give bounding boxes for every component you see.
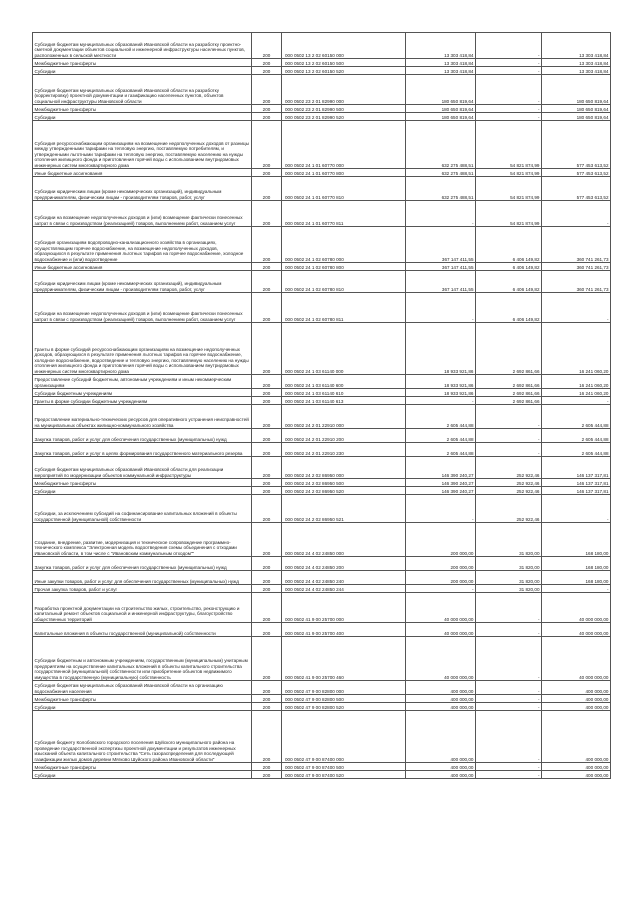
unexecuted-amount: 16 241 060,20	[542, 389, 611, 397]
unexecuted-amount: -	[542, 397, 611, 405]
line-code: 200	[252, 59, 282, 67]
table-row	[33, 623, 611, 637]
line-item-name: Субсидии, за исключением субсидий на софинансирование капитальных вложений в объекты государственной (муниципальной) собственности	[33, 495, 252, 523]
line-code: 200	[252, 405, 282, 429]
approved-amount: 367 147 411,55	[406, 263, 476, 271]
table-row	[33, 105, 611, 113]
line-code: 200	[252, 681, 282, 695]
line-item-name: Субсидия организациям водопроводно-канализационного хозяйства в организациях, осуществляющим горячее водоснабжение, на возмещение недополученных доходов, образующихся в результате применения льготных тарифов на горячее водоснабжение, холодное водоснабжение и (или) водоотведение	[33, 227, 252, 263]
approved-amount: 18 933 921,86	[406, 375, 476, 389]
budget-classification-code: 000 0502 23 2 01 82990 520	[282, 113, 406, 121]
budget-classification-code: 000 0502 24 1 02 60780 000	[282, 227, 406, 263]
unexecuted-amount: 2 605 444,88	[542, 443, 611, 457]
table-row	[33, 443, 611, 457]
budget-classification-code: 000 0502 41 9 00 25700 400	[282, 623, 406, 637]
line-item-name: Иные бюджетные ассигнования	[33, 169, 252, 177]
line-code: 200	[252, 227, 282, 263]
budget-classification-code: 000 0502 24 4 02 24850 244	[282, 585, 406, 593]
approved-amount: 180 650 819,64	[406, 113, 476, 121]
executed-amount: -	[476, 695, 542, 703]
approved-amount: 400 000,00	[406, 681, 476, 695]
executed-amount: -	[476, 763, 542, 771]
budget-classification-code: 000 0502 24 1 03 61140 610	[282, 389, 406, 397]
unexecuted-amount: -	[542, 585, 611, 593]
table-row	[33, 121, 611, 169]
line-item-name: Предоставление субсидий бюджетным, автономным учреждениям и иным некоммерческим организациям	[33, 375, 252, 389]
unexecuted-amount: 16 241 060,20	[542, 375, 611, 389]
approved-amount: -	[406, 495, 476, 523]
unexecuted-amount: 400 000,00	[542, 695, 611, 703]
line-code: 200	[252, 389, 282, 397]
unexecuted-amount: 180 650 819,64	[542, 105, 611, 113]
budget-classification-code: 000 0502 24 4 02 24850 200	[282, 557, 406, 571]
line-code: 200	[252, 75, 282, 105]
budget-classification-code: 000 0502 24 1 02 60780 811	[282, 293, 406, 323]
budget-classification-code: 000 0502 24 2 02 86950 521	[282, 495, 406, 523]
executed-amount: 2 692 861,66	[476, 397, 542, 405]
line-code: 200	[252, 487, 282, 495]
approved-amount: 146 390 240,27	[406, 479, 476, 487]
executed-amount: -	[476, 429, 542, 443]
budget-classification-code: 000 0502 24 1 01 60770 800	[282, 169, 406, 177]
unexecuted-amount: -	[542, 293, 611, 323]
table-row	[33, 703, 611, 711]
table-row	[33, 681, 611, 695]
table-row	[33, 33, 611, 59]
budget-classification-code: 000 0502 47 9 00 82800 000	[282, 681, 406, 695]
unexecuted-amount: 146 137 317,81	[542, 487, 611, 495]
line-code: 200	[252, 523, 282, 557]
unexecuted-amount: 168 180,00	[542, 557, 611, 571]
table-row	[33, 293, 611, 323]
unexecuted-amount: 16 241 060,20	[542, 323, 611, 375]
table-row	[33, 585, 611, 593]
approved-amount: -	[406, 397, 476, 405]
line-item-name: Межбюджетные трансферты	[33, 763, 252, 771]
line-code: 200	[252, 703, 282, 711]
executed-amount: 54 821 874,99	[476, 201, 542, 227]
approved-amount: 18 933 921,86	[406, 389, 476, 397]
budget-classification-code: 000 0502 24 1 01 60770 000	[282, 121, 406, 169]
line-code: 200	[252, 771, 282, 779]
budget-classification-code: 000 0502 24 2 02 86950 500	[282, 479, 406, 487]
table-row	[33, 227, 611, 263]
approved-amount: 400 000,00	[406, 763, 476, 771]
budget-classification-code: 000 0502 47 9 00 87400 000	[282, 711, 406, 763]
unexecuted-amount: 168 180,00	[542, 571, 611, 585]
table-row	[33, 695, 611, 703]
executed-amount: -	[476, 75, 542, 105]
line-item-name: Субсидии юридическим лицам (кроме некоммерческих организаций), индивидуальным предпринимателям, физическим лицам - производителям товаров, работ, услуг	[33, 271, 252, 293]
line-item-name: Межбюджетные трансферты	[33, 105, 252, 113]
approved-amount: 200 000,00	[406, 571, 476, 585]
budget-classification-code: 000 0502 41 9 00 25700 460	[282, 637, 406, 681]
executed-amount: 2 692 861,66	[476, 389, 542, 397]
approved-amount: 2 605 444,88	[406, 429, 476, 443]
line-item-name: Субсидии на возмещение недополученных доходов и (или) возмещение фактически понесенных затрат в связи с производством (реализацией) товаров, выполнением работ, оказанием услуг	[33, 201, 252, 227]
approved-amount: 40 000 000,00	[406, 623, 476, 637]
line-code: 200	[252, 397, 282, 405]
table-row	[33, 457, 611, 479]
table-row	[33, 271, 611, 293]
unexecuted-amount: -	[542, 495, 611, 523]
unexecuted-amount: 180 650 819,64	[542, 75, 611, 105]
line-item-name: Субсидии	[33, 113, 252, 121]
unexecuted-amount: 13 303 418,84	[542, 59, 611, 67]
budget-classification-code: 000 0502 24 1 01 60770 811	[282, 201, 406, 227]
line-code: 200	[252, 201, 282, 227]
approved-amount: 40 000 000,00	[406, 637, 476, 681]
executed-amount: 54 821 874,99	[476, 169, 542, 177]
table-row	[33, 263, 611, 271]
line-code: 200	[252, 429, 282, 443]
line-code: 200	[252, 711, 282, 763]
table-row	[33, 201, 611, 227]
table-row	[33, 479, 611, 487]
unexecuted-amount: 360 741 261,73	[542, 227, 611, 263]
table-row	[33, 763, 611, 771]
executed-amount: -	[476, 771, 542, 779]
line-item-name: Субсидии	[33, 67, 252, 75]
approved-amount: 367 147 411,55	[406, 227, 476, 263]
approved-amount: 13 303 418,84	[406, 59, 476, 67]
budget-classification-code: 000 0502 24 2 02 86950 000	[282, 457, 406, 479]
table-body	[33, 33, 611, 779]
line-code: 200	[252, 763, 282, 771]
line-item-name: Межбюджетные трансферты	[33, 479, 252, 487]
approved-amount: 400 000,00	[406, 703, 476, 711]
line-item-name: Субсидии на возмещение недополученных доходов и (или) возмещение фактически понесенных затрат в связи с производством (реализацией) товаров, выполнением работ, оказанием услуг	[33, 293, 252, 323]
budget-classification-code: 000 0502 13 2 02 60150 520	[282, 67, 406, 75]
executed-amount: -	[476, 637, 542, 681]
unexecuted-amount: 146 137 317,81	[542, 457, 611, 479]
budget-classification-code: 000 0502 24 2 02 86950 520	[282, 487, 406, 495]
budget-classification-code: 000 0502 24 1 02 60780 810	[282, 271, 406, 293]
table-row	[33, 59, 611, 67]
budget-classification-code: 000 0502 24 1 03 61140 613	[282, 397, 406, 405]
line-code: 200	[252, 263, 282, 271]
budget-classification-code: 000 0502 24 2 01 22910 230	[282, 443, 406, 457]
unexecuted-amount: 577 453 613,52	[542, 169, 611, 177]
approved-amount: 400 000,00	[406, 711, 476, 763]
executed-amount: 54 821 874,99	[476, 121, 542, 169]
approved-amount: 632 275 488,51	[406, 121, 476, 169]
budget-classification-code: 000 0502 23 2 01 82990 000	[282, 75, 406, 105]
line-code: 200	[252, 695, 282, 703]
table-row	[33, 557, 611, 571]
executed-amount: 6 406 149,82	[476, 271, 542, 293]
line-code: 200	[252, 177, 282, 201]
executed-amount: 6 406 149,82	[476, 227, 542, 263]
executed-amount: -	[476, 405, 542, 429]
approved-amount: 400 000,00	[406, 771, 476, 779]
approved-amount: 40 000 000,00	[406, 593, 476, 623]
line-code: 200	[252, 623, 282, 637]
unexecuted-amount: 577 453 613,52	[542, 121, 611, 169]
line-item-name: Капитальные вложения в объекты государственной (муниципальной) собственности	[33, 623, 252, 637]
line-code: 200	[252, 571, 282, 585]
unexecuted-amount: 2 605 444,88	[542, 405, 611, 429]
budget-classification-code: 000 0502 41 9 00 25700 000	[282, 593, 406, 623]
budget-classification-code: 000 0502 13 2 02 60150 500	[282, 59, 406, 67]
unexecuted-amount: -	[542, 201, 611, 227]
line-item-name: Гранты в форме субсидии бюджетным учреждениям	[33, 397, 252, 405]
line-item-name: Прочая закупка товаров, работ и услуг	[33, 585, 252, 593]
line-item-name: Иные бюджетные ассигнования	[33, 263, 252, 271]
line-item-name: Закупка товаров, работ и услуг в целях формирования государственного материального резерва	[33, 443, 252, 457]
budget-report-sheet	[32, 32, 610, 779]
approved-amount: 146 390 240,27	[406, 487, 476, 495]
executed-amount: 252 922,46	[476, 457, 542, 479]
budget-classification-code: 000 0502 24 2 01 22910 000	[282, 405, 406, 429]
unexecuted-amount: 13 303 418,84	[542, 33, 611, 59]
table-row	[33, 523, 611, 557]
budget-classification-code: 000 0502 24 4 02 24850 240	[282, 571, 406, 585]
unexecuted-amount: 40 000 000,00	[542, 623, 611, 637]
table-row	[33, 593, 611, 623]
approved-amount: 400 000,00	[406, 695, 476, 703]
executed-amount: 31 820,00	[476, 571, 542, 585]
line-code: 200	[252, 375, 282, 389]
budget-classification-code: 000 0502 13 2 02 60150 000	[282, 33, 406, 59]
approved-amount: 18 933 921,86	[406, 323, 476, 375]
unexecuted-amount: 400 000,00	[542, 771, 611, 779]
line-code: 200	[252, 105, 282, 113]
table-row	[33, 637, 611, 681]
budget-classification-code: 000 0502 47 9 00 82800 520	[282, 703, 406, 711]
executed-amount: -	[476, 681, 542, 695]
approved-amount: 2 605 444,88	[406, 443, 476, 457]
executed-amount: -	[476, 711, 542, 763]
approved-amount: 13 303 418,84	[406, 33, 476, 59]
budget-execution-table	[32, 32, 611, 779]
line-code: 200	[252, 169, 282, 177]
unexecuted-amount: 400 000,00	[542, 763, 611, 771]
line-code: 200	[252, 271, 282, 293]
line-item-name: Разработка проектной документации на строительство жилых, строительство, реконструкцию и капитальный ремонт объектов социальной и инженерной инфраструктуры, благоустройство общественных территорий	[33, 593, 252, 623]
budget-classification-code: 000 0502 24 4 02 24850 000	[282, 523, 406, 557]
line-code: 200	[252, 33, 282, 59]
line-code: 200	[252, 67, 282, 75]
executed-amount: -	[476, 113, 542, 121]
line-item-name: Субсидии юридическим лицам (кроме некоммерческих организаций), индивидуальным предпринимателям, физическим лицам - производителям товаров, работ, услуг	[33, 177, 252, 201]
line-item-name: Межбюджетные трансферты	[33, 59, 252, 67]
line-item-name: Предоставление материально-технических ресурсов для оперативного устранения неисправностей на муниципальных объектах жилищно-коммунального хозяйства	[33, 405, 252, 429]
line-item-name: Создание, внедрение, развитие, модернизация и техническое сопровождение программно-технического комплекса "Электронная модель водоотведения схемы объединения с отходами Ивановской области, в том числе с "Ивановским коммунальным отходом""	[33, 523, 252, 557]
line-code: 200	[252, 637, 282, 681]
executed-amount: -	[476, 105, 542, 113]
line-code: 200	[252, 323, 282, 375]
executed-amount: 2 692 861,66	[476, 375, 542, 389]
approved-amount: 632 275 488,51	[406, 177, 476, 201]
executed-amount: -	[476, 703, 542, 711]
unexecuted-amount: 40 000 000,00	[542, 637, 611, 681]
budget-classification-code: 000 0502 47 9 00 82800 500	[282, 695, 406, 703]
approved-amount: 13 303 418,84	[406, 67, 476, 75]
unexecuted-amount: 400 000,00	[542, 681, 611, 695]
unexecuted-amount: 180 650 819,64	[542, 113, 611, 121]
line-code: 200	[252, 113, 282, 121]
unexecuted-amount: 13 303 418,84	[542, 67, 611, 75]
budget-classification-code: 000 0502 24 1 03 61140 000	[282, 323, 406, 375]
budget-classification-code: 000 0502 24 1 03 61140 600	[282, 375, 406, 389]
table-row	[33, 169, 611, 177]
line-code: 200	[252, 593, 282, 623]
executed-amount: 252 922,46	[476, 479, 542, 487]
budget-classification-code: 000 0502 24 1 01 60770 810	[282, 177, 406, 201]
table-row	[33, 397, 611, 405]
table-row	[33, 113, 611, 121]
budget-classification-code: 000 0502 24 2 01 22910 200	[282, 429, 406, 443]
executed-amount: 252 922,46	[476, 495, 542, 523]
line-code: 200	[252, 479, 282, 487]
unexecuted-amount: 360 741 261,73	[542, 263, 611, 271]
approved-amount: 367 147 411,55	[406, 271, 476, 293]
line-item-name: Субсидии бюджетным учреждениям	[33, 389, 252, 397]
line-item-name: Субсидии	[33, 487, 252, 495]
line-code: 200	[252, 121, 282, 169]
executed-amount: 2 692 861,66	[476, 323, 542, 375]
approved-amount: 146 390 240,27	[406, 457, 476, 479]
approved-amount: 200 000,00	[406, 523, 476, 557]
executed-amount: -	[476, 59, 542, 67]
approved-amount: 632 275 488,51	[406, 169, 476, 177]
line-item-name: Субсидии бюджетным и автономным учреждениям, государственным (муниципальным) унитарным предприятиям на осуществление капитальных вложений в объекты капитального строительства государственной (муниципальной) собственности или приобретение объектов недвижимого имущества в государственную (муниципальную) собственность	[33, 637, 252, 681]
executed-amount: 6 406 149,82	[476, 263, 542, 271]
approved-amount: -	[406, 201, 476, 227]
table-row	[33, 389, 611, 397]
executed-amount: 31 820,00	[476, 585, 542, 593]
line-item-name: Субсидии	[33, 703, 252, 711]
line-item-name: Гранты в форме субсидий ресурсоснабжающим организациям на возмещение недополученных доходов, образующихся в результате применения льготных тарифов на горячее водоснабжение, холодное водоснабжение, водоотведение и тепловую энергию, поставляемую населению на нужды отопления жилищного фонда и приготовления горячей воды с использованием внутридомовых инженерных систем многоквартирного дома	[33, 323, 252, 375]
budget-classification-code: 000 0502 47 9 00 87400 500	[282, 763, 406, 771]
unexecuted-amount: 40 000 000,00	[542, 593, 611, 623]
table-row	[33, 75, 611, 105]
line-item-name: Субсидия бюджету Колобовского городского поселения Шуйского муниципального района на проведение государственной экспертизы проектной документации и результатов инженерных изысканий объекта капитального строительства "Сеть газораспределения для последующей газификации жилых домов деревни Мягково Шуйского района Ивановской области"	[33, 711, 252, 763]
line-item-name: Субсидии	[33, 771, 252, 779]
executed-amount: -	[476, 593, 542, 623]
line-item-name: Субсидия бюджетам муниципальных образований Ивановской области на организацию водоснабжения населения	[33, 681, 252, 695]
approved-amount: -	[406, 293, 476, 323]
line-item-name: Закупка товаров, работ и услуг для обеспечения государственных (муниципальных) нужд	[33, 429, 252, 443]
approved-amount: -	[406, 585, 476, 593]
line-item-name: Субсидия бюджетам муниципальных образований Ивановской области на разработку (корректировку) проектной документации и газификацию населенных пунктов, объектов социальной инфраструктуры Ивановской области	[33, 75, 252, 105]
table-row	[33, 429, 611, 443]
line-code: 200	[252, 457, 282, 479]
executed-amount: 6 406 149,82	[476, 293, 542, 323]
table-row	[33, 405, 611, 429]
table-row	[33, 571, 611, 585]
executed-amount: -	[476, 33, 542, 59]
approved-amount: 180 650 819,64	[406, 105, 476, 113]
approved-amount: 2 605 444,88	[406, 405, 476, 429]
unexecuted-amount: 168 180,00	[542, 523, 611, 557]
executed-amount: 252 922,46	[476, 487, 542, 495]
approved-amount: 180 650 819,64	[406, 75, 476, 105]
table-row	[33, 495, 611, 523]
line-item-name: Иные закупки товаров, работ и услуг для обеспечения государственных (муниципальных) нужд	[33, 571, 252, 585]
executed-amount: 31 820,00	[476, 557, 542, 571]
table-row	[33, 67, 611, 75]
table-row	[33, 177, 611, 201]
executed-amount: 54 821 874,99	[476, 177, 542, 201]
line-code: 200	[252, 557, 282, 571]
table-row	[33, 487, 611, 495]
line-item-name: Межбюджетные трансферты	[33, 695, 252, 703]
unexecuted-amount: 146 137 317,81	[542, 479, 611, 487]
line-item-name: Субсидия бюджетам муниципальных образований Ивановской области для реализации мероприятий по модернизации объектов коммунальной инфраструктуры	[33, 457, 252, 479]
budget-classification-code: 000 0502 23 2 01 82990 500	[282, 105, 406, 113]
executed-amount: -	[476, 623, 542, 637]
line-item-name: Закупка товаров, работ и услуг для обеспечения государственных (муниципальных) нужд	[33, 557, 252, 571]
unexecuted-amount: 2 605 444,88	[542, 429, 611, 443]
line-code: 200	[252, 495, 282, 523]
table-row	[33, 771, 611, 779]
line-item-name: Субсидия ресурсоснабжающим организациям на возмещение недополученных доходов от разницы между утвержденными тарифами на тепловую энергию, поставляемую потребителям, и утвержденными льготными тарифами на тепловую энергию, поставляемую населению на нужды отопления жилищного фонда и приготовления горячей воды с использованием внутридомовых инженерных систем многоквартирного дома	[33, 121, 252, 169]
line-code: 200	[252, 293, 282, 323]
executed-amount: 31 820,00	[476, 523, 542, 557]
line-item-name: Субсидия бюджетам муниципальных образований Ивановской области на разработку проектно-сметной документации объектов социальной и инженерной инфраструктуры населенных пунктов, расположенных в сельской местности	[33, 33, 252, 59]
executed-amount: -	[476, 443, 542, 457]
unexecuted-amount: 400 000,00	[542, 711, 611, 763]
unexecuted-amount: 360 741 261,73	[542, 271, 611, 293]
line-code: 200	[252, 443, 282, 457]
table-row	[33, 375, 611, 389]
executed-amount: -	[476, 67, 542, 75]
budget-classification-code: 000 0502 47 9 00 87400 520	[282, 771, 406, 779]
budget-classification-code: 000 0502 24 1 02 60780 800	[282, 263, 406, 271]
line-code: 200	[252, 585, 282, 593]
approved-amount: 200 000,00	[406, 557, 476, 571]
unexecuted-amount: 577 453 613,52	[542, 177, 611, 201]
table-row	[33, 711, 611, 763]
table-row	[33, 323, 611, 375]
unexecuted-amount: 400 000,00	[542, 703, 611, 711]
